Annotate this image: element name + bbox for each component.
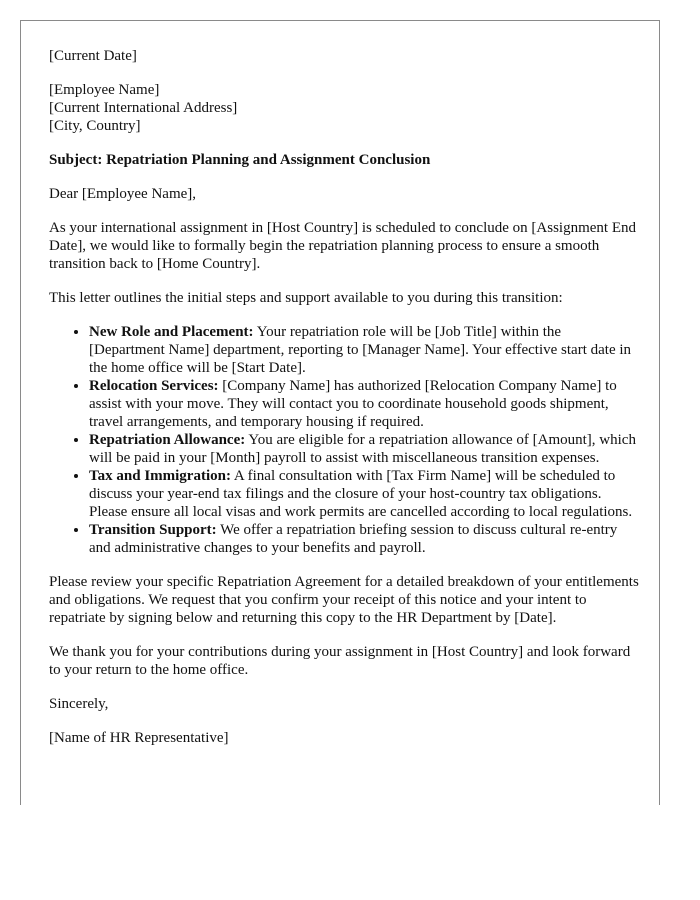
- list-item-tax: [89, 467, 639, 521]
- list-item-text: [Company Name] has authorized [Relocation Company Name] to assist with your move. They will contact you to coordinate household goods shipment, travel arrangements, and temporary housing if required.: [89, 378, 617, 430]
- list-item-text: We offer a repatriation briefing session to discuss cultural re-entry and administrative changes to your benefits and payroll.: [89, 522, 618, 556]
- signature-name: [Name of HR Representative]: [49, 730, 229, 746]
- list-item-text: You are eligible for a repatriation allowance of [Amount], which will be paid in your [Month] payroll to assist with miscellaneous transition expenses.: [89, 432, 636, 466]
- support-list: [49, 323, 639, 557]
- list-item-heading: New Role and Placement:: [89, 324, 254, 340]
- salutation: Dear [Employee Name],: [49, 186, 197, 202]
- recipient-address: [Current International Address]: [49, 100, 238, 116]
- list-item-heading: Relocation Services:: [89, 378, 219, 394]
- list-item-heading: Transition Support:: [89, 522, 217, 538]
- recipient-block: [49, 81, 639, 135]
- recipient-city-country: [City, Country]: [49, 118, 141, 134]
- subject-line: Subject: Repatriation Planning and Assignment Conclusion: [49, 152, 431, 168]
- letter-date: [Current Date]: [49, 48, 137, 64]
- list-item-heading: Repatriation Allowance:: [89, 432, 246, 448]
- list-item-new-role: [89, 323, 639, 377]
- list-item-heading: Tax and Immigration:: [89, 468, 231, 484]
- list-item-transition: [89, 521, 639, 557]
- review-paragraph: Please review your specific Repatriation Agreement for a detailed breakdown of your entitlements and obligations. We request that you confirm your receipt of this notice and your intent to repatriate by signing below and returning this copy to the HR Department by [Date].: [49, 574, 639, 626]
- thanks-paragraph: We thank you for your contributions during your assignment in [Host Country] and look forward to your return to the home office.: [49, 644, 631, 678]
- intro-paragraph: As your international assignment in [Host Country] is scheduled to conclude on [Assignment End Date], we would like to formally begin the repatriation planning process to ensure a smooth transition back to [Home Country].: [49, 220, 636, 272]
- letter-page: [20, 20, 660, 805]
- list-item-text: A final consultation with [Tax Firm Name] will be scheduled to discuss your year-end tax filings and the closure of your host-country tax obligations. Please ensure all local visas and work permits are cancelled according to local regulations.: [89, 468, 633, 520]
- list-item-allowance: [89, 431, 639, 467]
- list-item-relocation: [89, 377, 639, 431]
- closing: Sincerely,: [49, 696, 109, 712]
- recipient-name: [Employee Name]: [49, 82, 160, 98]
- list-item-text: Your repatriation role will be [Job Title] within the [Department Name] department, reporting to [Manager Name]. Your effective start date in the home office will be [Start Date].: [89, 324, 632, 376]
- letter-body: [49, 47, 639, 763]
- outline-paragraph: This letter outlines the initial steps and support available to you during this transition:: [49, 290, 563, 306]
